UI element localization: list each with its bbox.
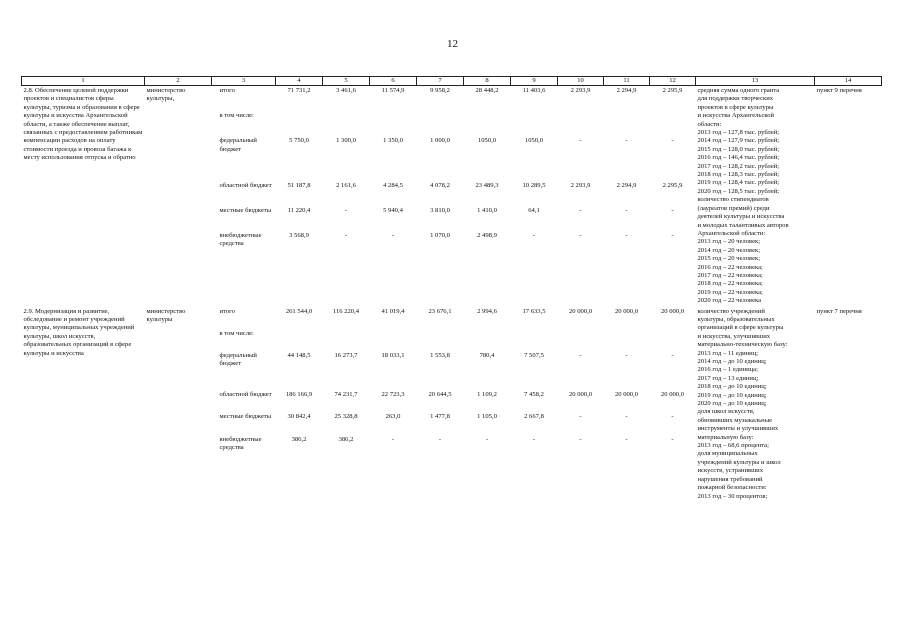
funding-value: 44 148,5 (287, 351, 311, 359)
funding-value: - (625, 137, 628, 145)
funding-value: 17 633,5 (522, 307, 546, 315)
indicator-line: 2015 год – 20 человек; (697, 255, 761, 263)
column-number: 5 (323, 77, 370, 86)
funding-value: 780,4 (479, 351, 495, 359)
list-reference: пункт 9 перечня (816, 87, 862, 94)
funding-value: 20 000,0 (568, 307, 593, 315)
indicator-line: 2019 год – до 10 единиц; (697, 391, 767, 399)
indicator-line: 2018 год – 22 человека; (697, 280, 763, 288)
funding-value: 2 293,9 (570, 87, 591, 94)
funding-value: - (671, 413, 674, 421)
funding-value: 30 842,4 (287, 413, 311, 421)
funding-value: 2 293,9 (570, 182, 591, 190)
funding-value: 20 000,0 (660, 307, 685, 315)
indicator-line: 2013 год – 127,8 тыс. рублей; (697, 129, 780, 137)
funding-value: 3 568,9 (289, 231, 309, 239)
funding-value: 20 000,0 (614, 307, 639, 315)
funding-value: - (532, 231, 536, 239)
executor: министерство культуры (146, 307, 186, 323)
funding-value (276, 329, 323, 351)
activity-title: 2.8. Обеспечение целевой поддержки проектов и специалистов сферы культуры, туризма и образования в сфере культуры и искусства Архангельской области, а также обеспечение выплат, связанных с предоставлением работникам компенсации расходов на оплату стоимости проезда и провоза багажа к месту использования отпуска и обратно (23, 87, 143, 162)
indicator-line: и искусства Архангельской (697, 112, 775, 120)
funding-value (558, 111, 604, 136)
funding-value: 7 507,5 (524, 351, 544, 359)
funding-value: 1 553,8 (430, 351, 450, 359)
funding-value: 2 667,8 (524, 413, 544, 421)
funding-value (464, 111, 511, 136)
funding-value: - (579, 413, 582, 421)
funding-value: - (625, 231, 628, 239)
funding-value: 261 544,0 (285, 307, 313, 315)
funding-value: 186 166,9 (285, 391, 313, 399)
indicator-line: 2020 год – до 10 единиц; (697, 400, 767, 408)
funding-value: 3 461,6 (336, 87, 356, 94)
indicator-line: пожарной безопасности: (697, 484, 767, 492)
funding-value: 2 295,9 (662, 87, 683, 94)
funding-value: 74 231,7 (334, 391, 358, 399)
activity-title: 2.9. Модернизация и развитие, обследование и ремонт учреждений культуры, муниципальных учреждений культуры, школ искусств, образовательных организаций в сфере культуры и искусства (23, 307, 135, 357)
funding-value: 9 958,2 (430, 87, 450, 94)
funding-value: - (625, 435, 628, 443)
indicator-line: 2016 год – 146,4 тыс. рублей; (697, 154, 780, 162)
column-number: 13 (696, 77, 815, 86)
indicator-line: 2016 год – 1 единица; (697, 366, 758, 374)
column-number: 6 (370, 77, 417, 86)
indicator-line: 2015 год – 128,0 тыс. рублей; (697, 145, 780, 153)
indicator-line: 2013 год – 68,6 процента; (697, 442, 769, 450)
funding-source: в том числе: (219, 329, 254, 337)
funding-value: 23 676,1 (428, 307, 452, 315)
funding-value: 41 019,4 (381, 307, 405, 315)
funding-source: итого (219, 87, 235, 94)
funding-value: 2 161,6 (336, 182, 356, 190)
funding-source: областной бюджет (219, 182, 272, 190)
funding-value: - (671, 231, 674, 239)
funding-value: 20 000,0 (568, 391, 593, 399)
funding-value (511, 111, 558, 136)
column-number-row (22, 77, 882, 86)
indicator-line: обновивших музыкальные (697, 416, 773, 424)
column-number: 4 (276, 77, 323, 86)
funding-value: 263,0 (385, 413, 401, 421)
funding-value (464, 329, 511, 351)
column-number: 2 (145, 77, 212, 86)
indicator-line: учреждений культуры и школ (697, 458, 781, 466)
indicator-line: 2014 год – до 10 единиц; (697, 358, 767, 365)
funding-value: 2 498,9 (477, 231, 497, 239)
funding-value: 3 810,0 (430, 206, 450, 214)
funding-value (650, 329, 696, 351)
indicator-line: для поддержки творческих (697, 95, 774, 103)
funding-value: 2 294,9 (616, 182, 637, 190)
program-table (21, 76, 882, 502)
indicator-line: 2018 год – 128,3 тыс. рублей; (697, 171, 780, 179)
funding-value: 1050,0 (524, 137, 544, 145)
funding-value: - (625, 413, 628, 421)
column-number: 8 (464, 77, 511, 86)
indicator-line: 2016 год – 22 человека; (697, 263, 763, 271)
funding-source: в том числе: (219, 112, 254, 120)
indicator-line: деятелей культуры и искусства (697, 213, 785, 221)
funding-value: 1 105,0 (477, 413, 497, 421)
indicator-line: количество стипендиатов (697, 196, 769, 204)
funding-value: 11 574,9 (381, 87, 405, 94)
funding-value: 2 294,9 (616, 87, 637, 94)
indicator-line: 2017 год – 22 человека; (697, 271, 763, 279)
funding-value: - (532, 435, 536, 443)
column-number: 1 (22, 77, 145, 86)
funding-value: - (579, 137, 582, 145)
funding-value: 1 000,0 (430, 137, 450, 145)
indicator-line: материально-техническую базу: (697, 341, 788, 349)
funding-value: 20 644,5 (428, 391, 452, 399)
indicator-line: 2013 год – 20 человек; (697, 238, 761, 246)
column-number: 7 (417, 77, 464, 86)
funding-value: 51 187,8 (287, 182, 311, 190)
funding-value: 1 109,2 (477, 391, 497, 399)
column-number: 11 (604, 77, 650, 86)
indicator-line: 2019 год – 22 человека; (697, 288, 763, 296)
funding-value: 1 477,8 (430, 413, 450, 421)
column-number: 3 (212, 77, 276, 86)
page-number: 12 (447, 38, 458, 50)
funding-value: 386,2 (338, 435, 354, 443)
funding-source: итого (219, 307, 235, 315)
indicator-line: культуры, образовательных (697, 315, 775, 323)
indicator-line: 2017 год – 13 единиц; (697, 374, 759, 382)
funding-value (558, 329, 604, 351)
funding-value: - (579, 231, 582, 239)
funding-value: 22 723,3 (381, 391, 405, 399)
funding-value: 18 033,1 (381, 351, 405, 359)
funding-value: - (579, 206, 582, 214)
indicator-line: и молодых талантливых авторов (697, 221, 789, 229)
funding-source: местные бюджеты (219, 413, 272, 421)
funding-value: 7 458,2 (524, 391, 544, 399)
funding-value (417, 111, 464, 136)
funding-value: 71 731,2 (287, 87, 311, 94)
funding-value: 5 940,4 (383, 206, 403, 214)
indicator-line: организаций в сфере культуры (697, 324, 784, 332)
funding-value: 1 410,0 (477, 206, 497, 214)
funding-value: 11 220,4 (287, 206, 311, 214)
funding-source: внебюджетные средства (219, 435, 262, 451)
funding-value (511, 329, 558, 351)
funding-value: 5 750,0 (289, 137, 309, 145)
funding-value (604, 329, 650, 351)
funding-value: - (671, 206, 674, 214)
funding-value: - (579, 351, 582, 359)
funding-value: 1050,0 (477, 137, 497, 145)
indicator-line: нарушения требований (697, 475, 763, 483)
funding-value: - (671, 137, 674, 145)
target-indicators (696, 307, 815, 502)
funding-value (370, 111, 417, 136)
funding-value: 28 448,2 (475, 87, 499, 94)
indicator-line: 2019 год – 128,4 тыс. рублей; (697, 179, 780, 187)
column-number: 14 (815, 77, 882, 86)
target-indicators (696, 86, 815, 307)
funding-value: - (671, 351, 674, 359)
indicator-line: проектов в сфере культуры (697, 103, 774, 111)
column-number: 10 (558, 77, 604, 86)
indicator-line: и искусства, улучшивших (697, 332, 771, 340)
funding-row (22, 307, 882, 329)
indicator-line: искусств, устранивших (697, 467, 763, 475)
funding-value: - (625, 206, 628, 214)
funding-source: федеральный бюджет (219, 137, 257, 153)
funding-value: - (485, 435, 489, 443)
indicator-line: 2020 год – 128,5 тыс. рублей; (697, 187, 780, 195)
funding-source: областной бюджет (219, 391, 272, 399)
funding-source: федеральный бюджет (219, 351, 257, 368)
funding-value: 1 300,0 (336, 137, 356, 145)
funding-value: - (671, 435, 674, 443)
indicator-line: 2013 год – 11 единиц; (697, 349, 759, 357)
funding-value: 25 328,8 (334, 413, 358, 421)
indicator-line: материальную базу: (697, 433, 754, 441)
funding-value: 2 295,9 (662, 182, 683, 190)
funding-value: 1 070,0 (430, 231, 450, 239)
list-reference: пункт 7 перечня (816, 307, 862, 315)
funding-value: 10 289,5 (522, 182, 546, 190)
funding-source: внебюджетные средства (219, 231, 262, 248)
funding-value: 20 000,0 (660, 391, 685, 399)
column-number: 9 (511, 77, 558, 86)
funding-value: - (391, 231, 395, 239)
funding-value: 16 273,7 (334, 351, 358, 359)
indicator-line: доля муниципальных (697, 450, 758, 458)
funding-value: 4 284,5 (383, 182, 403, 190)
indicator-line: количество учреждений (697, 307, 765, 315)
indicator-line: области: (697, 120, 722, 128)
funding-row (22, 86, 882, 112)
funding-value: - (391, 435, 395, 443)
column-number: 12 (650, 77, 696, 86)
funding-value (370, 329, 417, 351)
funding-value (604, 111, 650, 136)
funding-value (650, 111, 696, 136)
funding-value: - (344, 231, 348, 239)
funding-value: 23 489,3 (475, 182, 499, 190)
indicator-line: 2014 год – 20 человек; (697, 246, 761, 254)
funding-source: местные бюджеты (219, 206, 272, 214)
indicator-line: (лауреатов премий) среди (697, 204, 770, 212)
funding-value: - (438, 435, 442, 443)
indicator-line: доля школ искусств, (697, 408, 755, 416)
executor: министерство культуры, (146, 87, 186, 103)
funding-value: 1 350,0 (383, 137, 403, 145)
indicator-line: инструменты и улучшивших (697, 425, 779, 433)
funding-value (323, 111, 370, 136)
funding-value: 20 000,0 (614, 391, 639, 399)
funding-value: - (625, 351, 628, 359)
funding-value: - (344, 206, 348, 214)
funding-value: - (579, 435, 582, 443)
funding-value: 2 994,6 (477, 307, 497, 315)
indicator-line: 2020 год – 22 человека (697, 297, 762, 305)
indicator-line: 2014 год – 127,9 тыс. рублей; (697, 137, 780, 145)
indicator-line: Архангельской области: (697, 229, 766, 237)
funding-value: 116 220,4 (332, 307, 360, 315)
indicator-line: 2013 год – 30 процентов; (697, 492, 768, 500)
indicator-line: средняя сумма одного гранта (697, 87, 780, 94)
indicator-line: 2018 год – до 10 единиц; (697, 383, 767, 391)
funding-value: 64,1 (528, 206, 540, 214)
funding-value (323, 329, 370, 351)
funding-value (417, 329, 464, 351)
funding-value (276, 111, 323, 136)
funding-value: 386,2 (291, 435, 307, 443)
indicator-line: 2017 год – 128,2 тыс. рублей; (697, 162, 780, 170)
funding-value: 4 078,2 (430, 182, 450, 190)
funding-value: 11 403,6 (522, 87, 546, 94)
